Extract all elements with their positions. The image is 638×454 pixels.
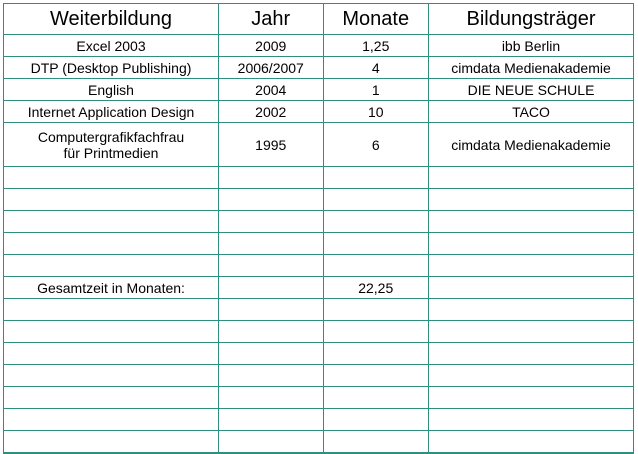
empty-cell[interactable] [429, 167, 634, 189]
empty-cell[interactable] [323, 365, 429, 387]
empty-cell[interactable] [4, 299, 219, 321]
empty-cell[interactable] [429, 365, 634, 387]
empty-cell[interactable] [219, 365, 323, 387]
empty-cell[interactable] [429, 299, 634, 321]
empty-cell[interactable] [219, 189, 323, 211]
empty-row [4, 189, 634, 211]
cell-monate[interactable]: 4 [323, 57, 429, 79]
cell-weiterbildung[interactable]: Excel 2003 [4, 35, 219, 57]
empty-row [4, 409, 634, 431]
cell-weiterbildung[interactable] [4, 123, 219, 167]
total-label[interactable]: Gesamtzeit in Monaten: [4, 277, 219, 299]
weiterbildung-table [3, 3, 634, 454]
cell-monate[interactable]: 10 [323, 101, 429, 123]
empty-cell[interactable] [4, 211, 219, 233]
empty-row [4, 387, 634, 409]
empty-cell[interactable] [429, 189, 634, 211]
empty-row [4, 321, 634, 343]
table-row [4, 79, 634, 101]
cell-jahr[interactable]: 2009 [219, 35, 323, 57]
table-row [4, 57, 634, 79]
empty-row [4, 255, 634, 277]
empty-cell[interactable] [429, 255, 634, 277]
empty-cell[interactable] [429, 233, 634, 255]
empty-cell[interactable] [4, 387, 219, 409]
header-row [4, 4, 634, 35]
empty-cell[interactable] [219, 343, 323, 365]
cell-bildungstraeger[interactable]: cimdata Medienakademie [429, 57, 634, 79]
empty-row [4, 365, 634, 387]
empty-cell[interactable] [323, 299, 429, 321]
cell-bildungstraeger[interactable]: cimdata Medienakademie [429, 123, 634, 167]
empty-cell[interactable] [4, 189, 219, 211]
table-row [4, 123, 634, 167]
empty-cell[interactable] [323, 233, 429, 255]
empty-cell[interactable] [4, 365, 219, 387]
empty-cell[interactable] [323, 409, 429, 431]
cell-weiterbildung[interactable]: Internet Application Design [4, 101, 219, 123]
empty-cell[interactable] [4, 167, 219, 189]
empty-row [4, 211, 634, 233]
cell-weiterbildung-line2: für Printmedien [63, 144, 159, 161]
cell-jahr[interactable]: 2004 [219, 79, 323, 101]
empty-cell[interactable] [429, 343, 634, 365]
empty-cell[interactable] [429, 387, 634, 409]
empty-cell[interactable] [4, 255, 219, 277]
empty-cell[interactable] [219, 277, 323, 299]
table-row [4, 101, 634, 123]
header-monate[interactable]: Monate [323, 4, 429, 35]
cell-weiterbildung[interactable]: English [4, 79, 219, 101]
empty-cell[interactable] [219, 255, 323, 277]
total-row [4, 277, 634, 299]
empty-cell[interactable] [4, 343, 219, 365]
empty-cell[interactable] [323, 167, 429, 189]
header-weiterbildung[interactable]: Weiterbildung [4, 4, 219, 35]
header-jahr[interactable]: Jahr [219, 4, 323, 35]
empty-cell[interactable] [323, 387, 429, 409]
empty-cell[interactable] [219, 299, 323, 321]
header-bildungstraeger[interactable]: Bildungsträger [429, 4, 634, 35]
empty-cell[interactable] [323, 189, 429, 211]
empty-cell[interactable] [323, 211, 429, 233]
empty-row [4, 299, 634, 321]
empty-cell[interactable] [219, 321, 323, 343]
empty-row [4, 343, 634, 365]
empty-cell[interactable] [429, 409, 634, 431]
cell-monate[interactable]: 1,25 [323, 35, 429, 57]
empty-cell[interactable] [219, 211, 323, 233]
empty-cell[interactable] [323, 343, 429, 365]
cell-bildungstraeger[interactable]: ibb Berlin [429, 35, 634, 57]
cell-jahr[interactable]: 2002 [219, 101, 323, 123]
cell-jahr[interactable]: 2006/2007 [219, 57, 323, 79]
empty-cell[interactable] [429, 321, 634, 343]
empty-cell[interactable] [4, 321, 219, 343]
cell-bildungstraeger[interactable]: DIE NEUE SCHULE [429, 79, 634, 101]
empty-cell[interactable] [323, 321, 429, 343]
empty-cell[interactable] [219, 387, 323, 409]
empty-row [4, 167, 634, 189]
empty-cell[interactable] [323, 255, 429, 277]
cell-weiterbildung-line1: Computergrafikfachfrau [37, 128, 185, 145]
empty-cell[interactable] [4, 409, 219, 431]
cell-monate[interactable]: 6 [323, 123, 429, 167]
cell-monate[interactable]: 1 [323, 79, 429, 101]
cell-jahr[interactable]: 1995 [219, 123, 323, 167]
empty-cell[interactable] [429, 277, 634, 299]
empty-row [4, 233, 634, 255]
empty-cell[interactable] [219, 409, 323, 431]
cell-weiterbildung[interactable]: DTP (Desktop Publishing) [4, 57, 219, 79]
empty-cell[interactable] [429, 211, 634, 233]
table-row [4, 35, 634, 57]
cell-bildungstraeger[interactable]: TACO [429, 101, 634, 123]
total-value[interactable]: 22,25 [323, 277, 429, 299]
empty-cell[interactable] [219, 233, 323, 255]
empty-cell[interactable] [219, 167, 323, 189]
empty-cell[interactable] [4, 233, 219, 255]
